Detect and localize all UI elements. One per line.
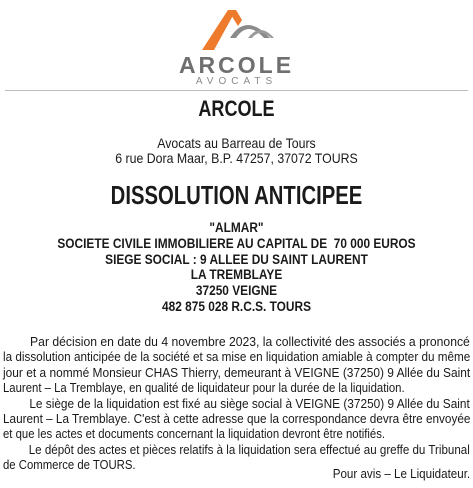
notice-body: [3, 334, 470, 473]
company-seat-line3: 37250 VEIGNE: [195, 283, 278, 299]
company-block: [0, 220, 473, 315]
signature: Pour avis – Le Liquidateur.: [332, 466, 470, 481]
header-divider: [5, 90, 468, 91]
firm-description: Avocats au Barreau de Tours: [157, 135, 316, 151]
firm-address: 6 rue Dora Maar, B.P. 47257, 37072 TOURS: [115, 150, 358, 166]
company-seat-line2: LA TREMBLAYE: [190, 267, 283, 283]
company-rcs: 482 875 028 R.C.S. TOURS: [161, 298, 312, 314]
arcole-arch-logo-icon: [192, 4, 282, 54]
notice-title: DISSOLUTION ANTICIPEE: [110, 180, 363, 210]
company-seat-line1: SIEGE SOCIAL : 9 ALLEE DU SAINT LAURENT: [105, 251, 368, 267]
body-line: Le siège de la liquidation est fixé au siège social à VEIGNE (37250) 9 Allée du Saint: [3, 395, 470, 411]
body-line: jour et a nommé Monsieur CHAS Thierry, demeurant à VEIGNE (37250) 9 Allée du Saint: [3, 364, 471, 380]
body-line: la dissolution anticipée de la société et sa mise en liquidation amiable à compter du même: [3, 349, 471, 365]
body-line: de Commerce de TOURS.: [3, 457, 136, 473]
body-line: et que les actes et documents concernant la liquidation devront être notifiés.: [3, 426, 386, 442]
body-line: Le dépôt des actes et pièces relatifs à la liquidation sera effectué au greffe du Tribunal: [3, 441, 470, 457]
logo-subtitle: AVOCATS: [195, 76, 278, 87]
firm-name: ARCOLE: [198, 96, 275, 121]
company-type: SOCIETE CIVILE IMMOBILIERE AU CAPITAL DE 70 000 EUROS: [57, 235, 416, 251]
logo-wordmark: ARCOLE: [178, 52, 295, 78]
company-name: "ALMAR": [209, 220, 264, 235]
body-line: Laurent – La Tremblaye. C'est à cette adresse que la correspondance devra être envoyée: [3, 411, 471, 427]
logo: [0, 4, 473, 54]
body-line: Laurent – La Tremblaye, en qualité de liquidateur pour la durée de la liquidation.: [3, 380, 405, 396]
body-line: Par décision en date du 4 novembre 2023, la collectivité des associés a prononcé: [3, 334, 470, 349]
